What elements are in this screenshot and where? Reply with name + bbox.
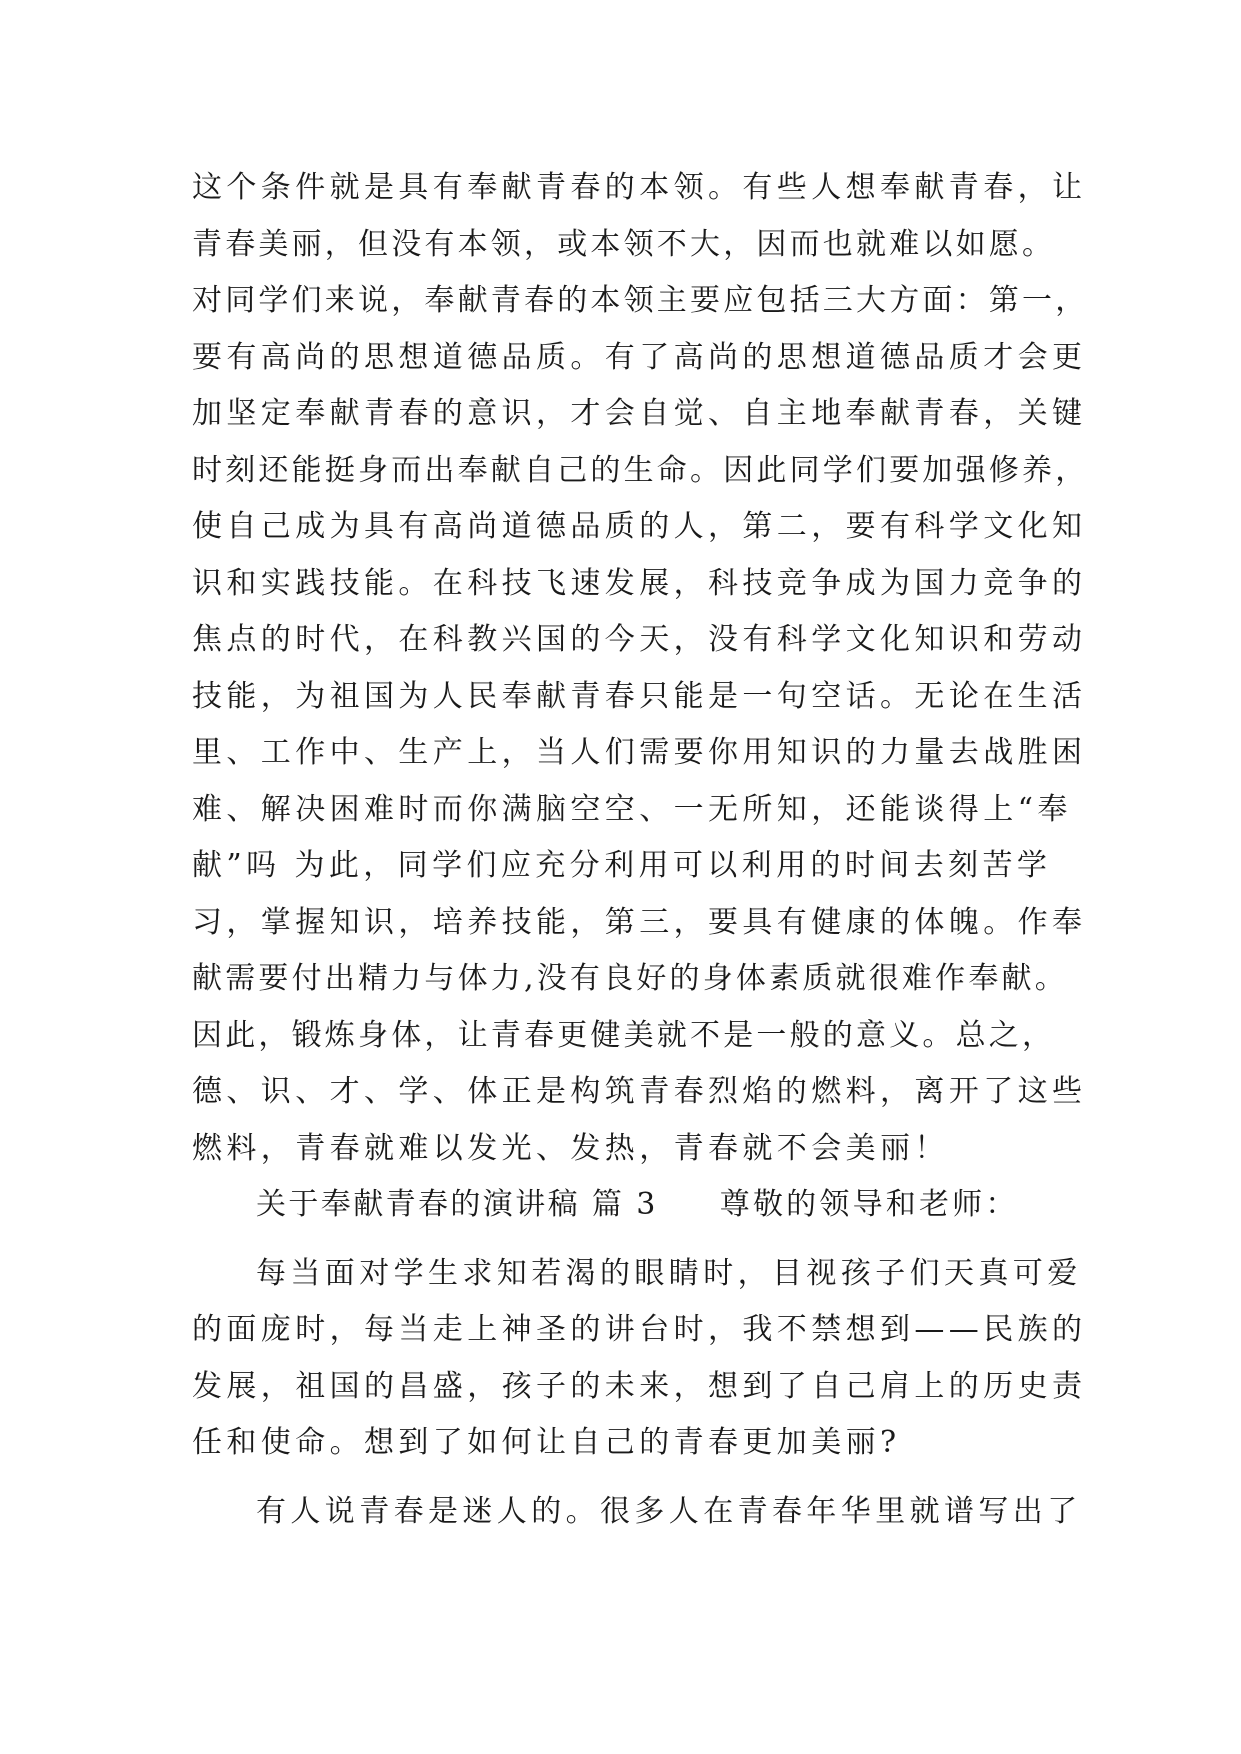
- text-line: 燃料，青春就难以发光、发热，青春就不会美丽！: [192, 1130, 949, 1166]
- text-line: 青春美丽，但没有本领，或本领不大，因而也就难以如愿。: [192, 226, 1056, 262]
- text-line: 要有高尚的思想道德品质。有了高尚的思想道德品质才会更: [192, 339, 1087, 375]
- document-body: [192, 160, 1089, 1540]
- text-line: 焦点的时代，在科教兴国的今天，没有科学文化知识和劳动: [192, 622, 1087, 657]
- speech-salutation: 尊敬的领导和老师：: [719, 1187, 1019, 1222]
- paragraph-1: [192, 160, 1089, 1177]
- text-line: 加坚定奉献青春的意识，才会自觉、自主地奉献青春，关键: [192, 396, 1087, 431]
- text-line: 发展，祖国的昌盛，孩子的未来，想到了自己肩上的历史责: [192, 1368, 1087, 1404]
- text-line: 难、解决困难时而你满脑空空、一无所知，还能谈得上“奉: [192, 791, 1072, 827]
- text-line: 献”吗 为此，同学们应充分利用可以利用的时间去刻苦学: [192, 848, 1052, 883]
- speech-heading: [192, 1177, 1072, 1234]
- text-line: 献需要付出精力与体力,没有良好的身体素质就很难作奉献。: [192, 961, 1068, 996]
- paragraph-3: [192, 1484, 1082, 1541]
- text-line: 习，掌握知识，培养技能，第三，要具有健康的体魄。作奉: [192, 904, 1087, 940]
- text-line: 的面庞时，每当走上神圣的讲台时，我不禁想到——民族的: [192, 1312, 1087, 1347]
- text-line: 识和实践技能。在科技飞速发展，科技竞争成为国力竞争的: [192, 565, 1087, 601]
- paragraph-spacer: [192, 1472, 1072, 1484]
- text-line: 技能，为祖国为人民奉献青春只能是一句空话。无论在生活: [192, 678, 1087, 714]
- speech-title: 关于奉献青春的演讲稿 篇 3: [256, 1187, 658, 1222]
- paragraph-spacer: [192, 1234, 1072, 1246]
- text-line: 每当面对学生求知若渴的眼睛时，目视孩子们天真可爱: [256, 1255, 1082, 1291]
- text-line: 因此，锻炼身体，让青春更健美就不是一般的意义。总之，: [192, 1017, 1056, 1053]
- paragraph-2: [192, 1246, 1087, 1472]
- text-line: 时刻还能挺身而出奉献自己的生命。因此同学们要加强修养，: [192, 452, 1089, 488]
- text-line: 使自己成为具有高尚道德品质的人，第二，要有科学文化知: [192, 509, 1087, 544]
- text-line: 这个条件就是具有奉献青春的本领。有些人想奉献青春，让: [192, 170, 1087, 205]
- text-line: 对同学们来说，奉献青春的本领主要应包括三大方面：第一，: [192, 283, 1089, 318]
- text-line: 德、识、才、学、体正是构筑青春烈焰的燃料，离开了这些: [192, 1074, 1087, 1109]
- text-line: 有人说青春是迷人的。很多人在青春年华里就谱写出了: [256, 1493, 1082, 1529]
- text-line: 里、工作中、生产上，当人们需要你用知识的力量去战胜困: [192, 735, 1087, 770]
- text-line: 任和使命。想到了如何让自己的青春更加美丽?: [192, 1425, 901, 1460]
